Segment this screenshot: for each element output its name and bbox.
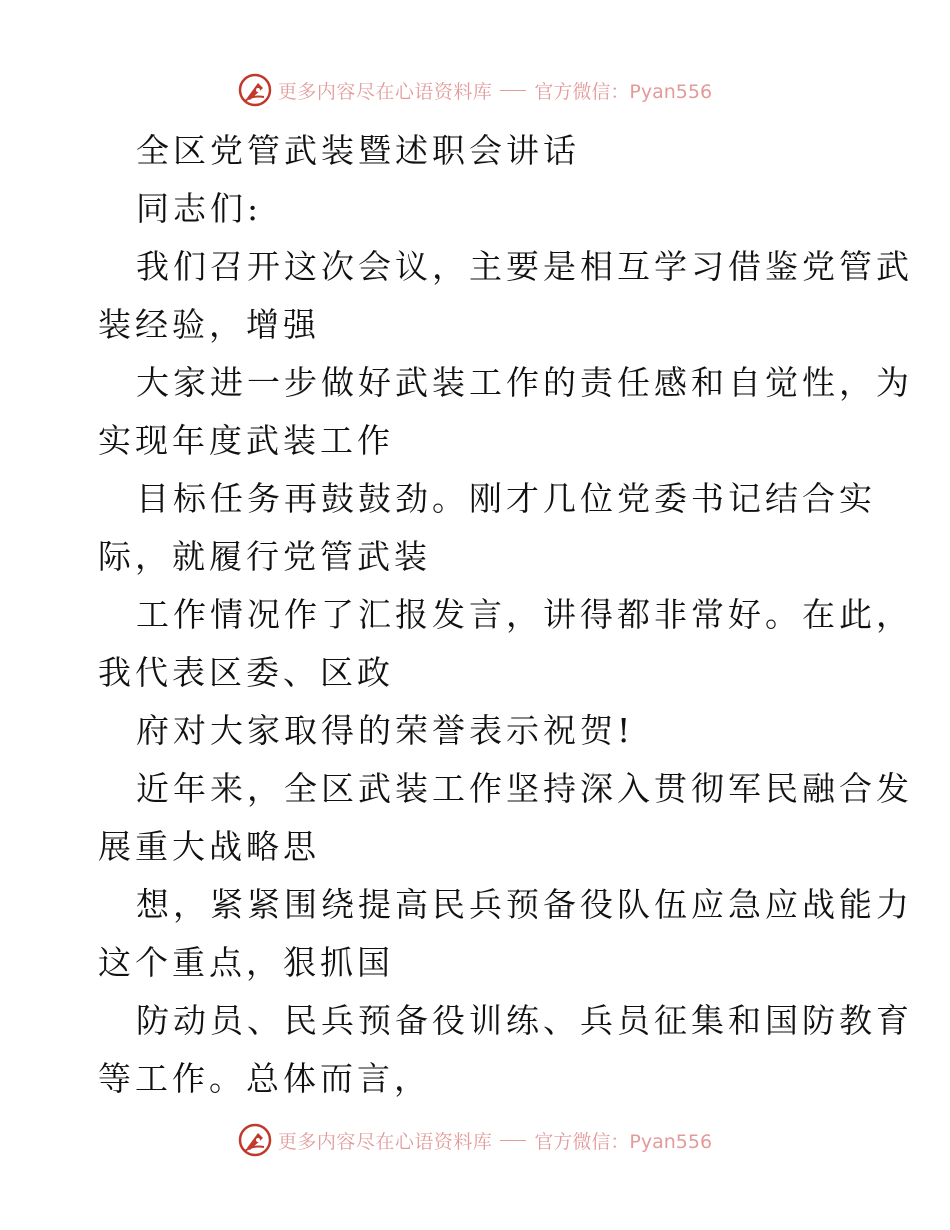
document-title: 全区党管武装暨述职会讲话	[136, 131, 580, 170]
paragraph-line: 装经验，增强	[98, 305, 320, 344]
watermark-contact: 官方微信：Pyan556	[534, 80, 713, 103]
paragraph-line: 防动员、民兵预备役训练、兵员征集和国防教育	[136, 1001, 913, 1040]
paragraph-line: 工作情况作了汇报发言，讲得都非常好。在此，	[136, 595, 913, 634]
watermark-dash	[500, 1140, 526, 1141]
paragraph-line: 实现年度武装工作	[98, 421, 394, 460]
paragraph-line: 际，就履行党管武装	[98, 537, 431, 576]
footer-watermark	[0, 1120, 950, 1160]
paragraph-line: 目标任务再鼓鼓劲。刚才几位党委书记结合实	[136, 479, 876, 518]
paragraph-line: 府对大家取得的荣誉表示祝贺!	[136, 711, 635, 750]
paragraph-line: 大家进一步做好武装工作的责任感和自觉性，为	[136, 363, 913, 402]
watermark-contact: 官方微信：Pyan556	[534, 1130, 713, 1153]
salutation: 同志们:	[136, 189, 263, 228]
header-watermark	[0, 70, 950, 110]
paragraph-line: 等工作。总体而言，	[98, 1059, 431, 1098]
pen-nib-icon	[238, 1123, 272, 1157]
paragraph-line: 这个重点，狠抓国	[98, 943, 394, 982]
paragraph-line: 我们召开这次会议，主要是相互学习借鉴党管武	[136, 247, 913, 286]
paragraph-line: 想，紧紧围绕提高民兵预备役队伍应急应战能力	[136, 885, 913, 924]
watermark-text: 更多内容尽在心语资料库	[277, 1130, 493, 1153]
paragraph-line: 近年来，全区武装工作坚持深入贯彻军民融合发	[136, 769, 913, 808]
document-body	[98, 122, 913, 1108]
pen-nib-icon	[238, 73, 272, 107]
paragraph-line: 我代表区委、区政	[98, 653, 394, 692]
watermark-dash	[500, 90, 526, 91]
watermark-text: 更多内容尽在心语资料库	[277, 80, 493, 103]
paragraph-line: 展重大战略思	[98, 827, 320, 866]
